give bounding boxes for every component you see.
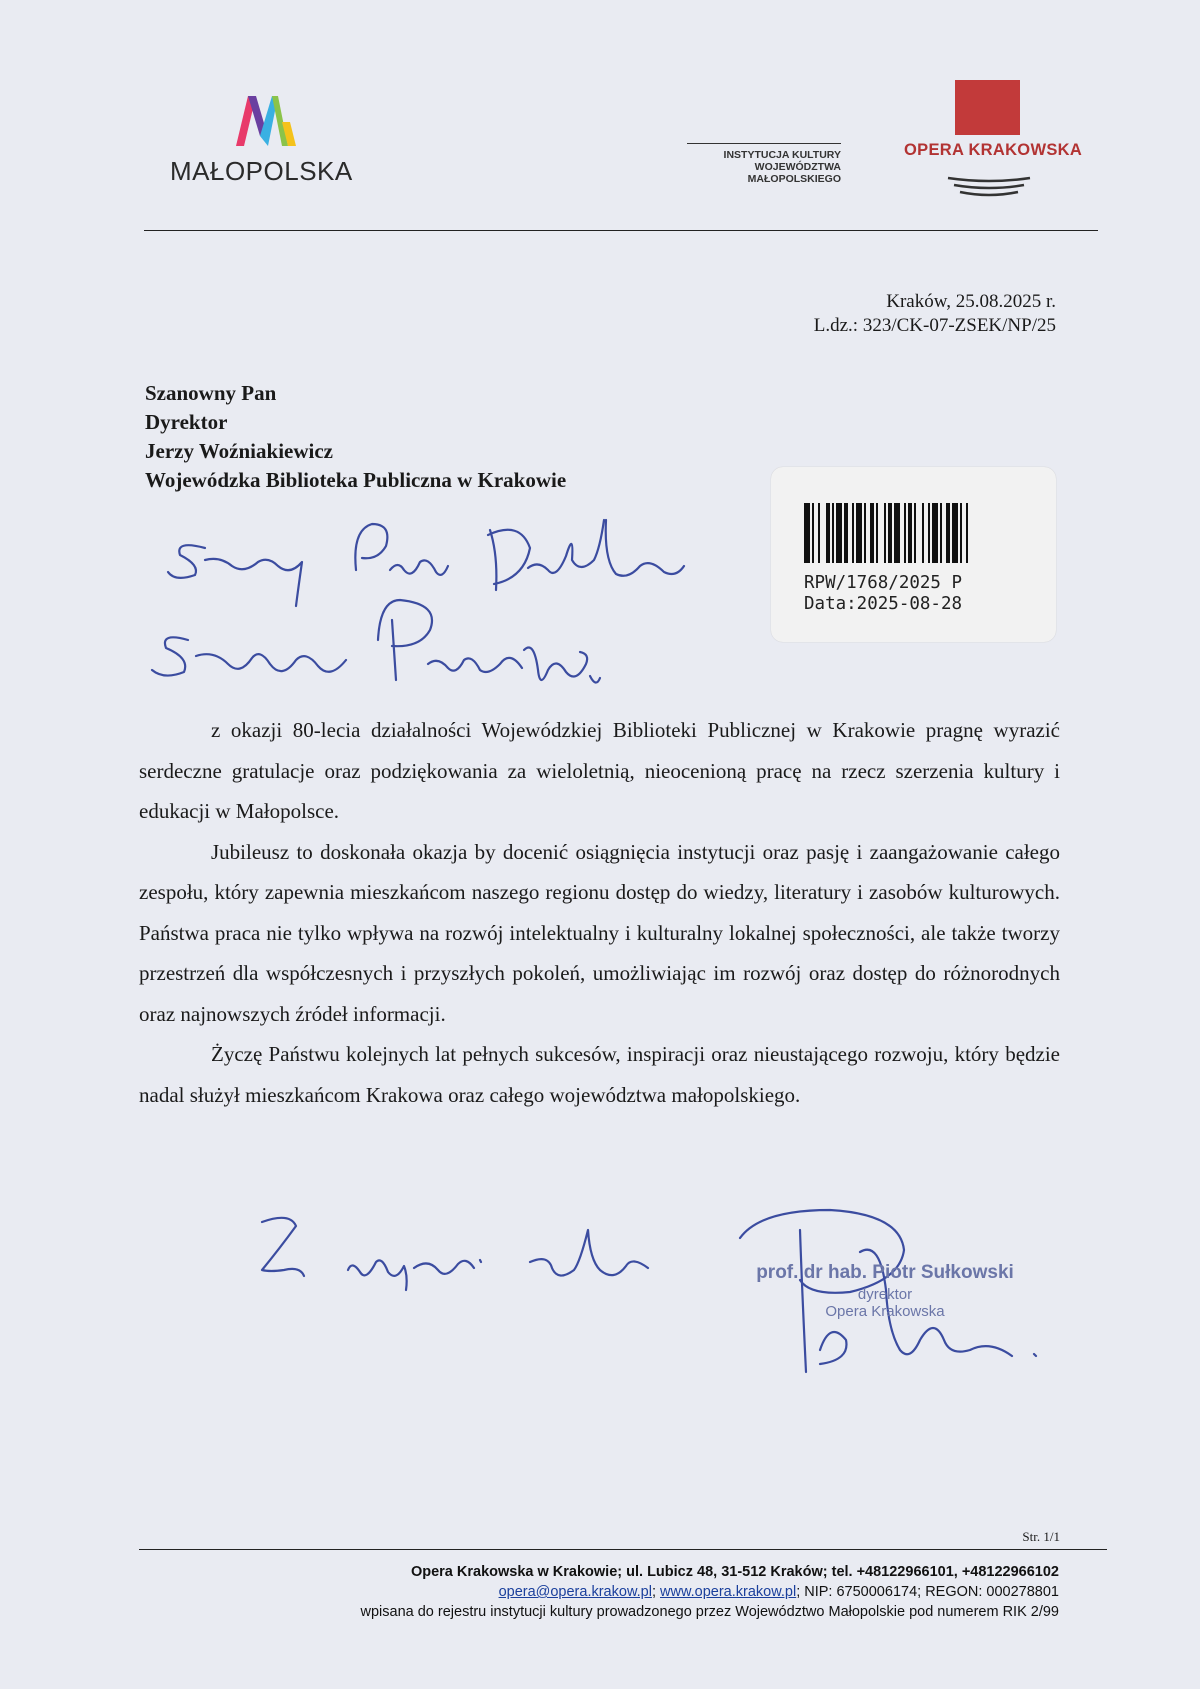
barcode-bar — [876, 503, 878, 563]
letter-body — [139, 710, 1060, 1115]
page-number: Str. 1/1 — [1022, 1529, 1060, 1544]
malopolska-logo — [170, 92, 370, 187]
signatory-organization: Opera Krakowska — [825, 1303, 945, 1320]
footer-address: Opera Krakowska w Krakowie; ul. Lubicz 48, 31-512 Kraków; tel. +48122966101, +48122966102 — [410, 1564, 1059, 1580]
barcode-bar — [888, 503, 892, 563]
footer-contacts — [139, 1582, 1059, 1602]
opera-krakowska-logo — [900, 80, 1090, 200]
barcode-bar — [932, 503, 938, 563]
barcode-bar — [894, 503, 900, 563]
signatory-name: prof. dr hab. Piotr Sułkowski — [756, 1262, 1014, 1283]
institution-line: WOJEWÓDZTWA — [754, 161, 841, 173]
footer-email-link[interactable]: opera@opera.krakow.pl — [498, 1584, 652, 1600]
reference-number: L.dz.: 323/CK-07-ZSEK/NP/25 — [813, 315, 1056, 336]
barcode-bar — [832, 503, 834, 563]
place-date: Kraków, 25.08.2025 r. — [886, 291, 1056, 312]
institution-line: INSTYTUCJA KULTURY — [723, 149, 841, 161]
barcode-bar — [826, 503, 830, 563]
registry-date: Data:2025-08-28 — [804, 594, 963, 614]
recipient-line: Jerzy Woźniakiewicz — [145, 439, 333, 463]
barcode-icon — [804, 503, 1024, 563]
institution-label — [687, 143, 841, 185]
barcode-bar — [884, 503, 886, 563]
recipient-block — [145, 379, 566, 495]
opera-red-square — [955, 80, 1020, 135]
barcode-bar — [928, 503, 930, 563]
barcode-bar — [856, 503, 862, 563]
footer — [139, 1562, 1059, 1622]
date-reference — [680, 290, 1056, 338]
stage-lines-icon — [944, 176, 1034, 198]
recipient-line: Dyrektor — [145, 410, 228, 434]
barcode-bar — [818, 503, 820, 563]
footer-registry: wpisana do rejestru instytucji kultury prowadzonego przez Województwo Małopolskie pod numerem RIK 2/99 — [360, 1604, 1059, 1620]
signatory-role: dyrektor — [857, 1286, 913, 1303]
barcode-bar — [914, 503, 916, 563]
malopolska-mark-icon — [234, 92, 298, 148]
registry-code — [804, 573, 962, 615]
header-divider — [144, 230, 1098, 231]
barcode-bar — [952, 503, 958, 563]
barcode-bar — [836, 503, 842, 563]
footer-ids: ; NIP: 6750006174; REGON: 000278801 — [796, 1584, 1059, 1600]
barcode-bar — [864, 503, 866, 563]
malopolska-logo-text: MAŁOPOLSKA — [170, 156, 353, 186]
barcode-bar — [960, 503, 962, 563]
barcode-bar — [812, 503, 814, 563]
barcode-bar — [844, 503, 848, 563]
footer-separator: ; — [651, 1584, 660, 1600]
barcode-bar — [946, 503, 950, 563]
registry-number: RPW/1768/2025 P — [804, 573, 963, 593]
footer-website-link[interactable]: www.opera.krakow.pl — [660, 1584, 797, 1600]
recipient-line: Szanowny Pan — [145, 381, 277, 405]
barcode-bar — [804, 503, 810, 563]
barcode-bar — [904, 503, 906, 563]
body-paragraph: z okazji 80-lecia działalności Wojewódzkiej Biblioteki Publicznej w Krakowie pragnę wyrazić serdeczne gratulacje oraz podziękowania za wieloletnią, nieocenioną pracę na rzecz szerzenia kultury i edukacji w Małopolsce. — [139, 718, 1060, 823]
body-paragraph: Życzę Państwu kolejnych lat pełnych sukcesów, inspiracji oraz nieustającego rozwoju, który będzie nadal służył mieszkańcom Krakowa oraz całego województwa małopolskiego. — [139, 1042, 1060, 1107]
barcode-bar — [922, 503, 924, 563]
registry-sticker — [771, 467, 1056, 642]
barcode-bar — [966, 503, 968, 563]
body-paragraph: Jubileusz to doskonała okazja by docenić osiągnięcia instytucji oraz pasję i zaangażowanie całego zespołu, który zapewnia mieszkańcom naszego regionu dostęp do wiedzy, literatury i zasobów kulturowych. Państwa praca nie tylko wpływa na rozwój intelektualny i kulturalny lokalnej społeczności, ale także tworzy przestrzeń dla współczesnych i przyszłych pokoleń, umożliwiając im rozwój oraz dostęp do różnorodnych oraz najnowszych źródeł informacji. — [139, 839, 1060, 1026]
barcode-bar — [870, 503, 874, 563]
barcode-bar — [908, 503, 912, 563]
institution-line: MAŁOPOLSKIEGO — [747, 173, 841, 185]
recipient-line: Wojewódzka Biblioteka Publiczna w Krakowie — [145, 468, 567, 492]
signature-stamp — [700, 1262, 1070, 1320]
barcode-bar — [852, 503, 854, 563]
footer-divider — [139, 1549, 1107, 1550]
opera-logo-text: OPERA KRAKOWSKA — [904, 141, 1083, 159]
barcode-bar — [940, 503, 942, 563]
